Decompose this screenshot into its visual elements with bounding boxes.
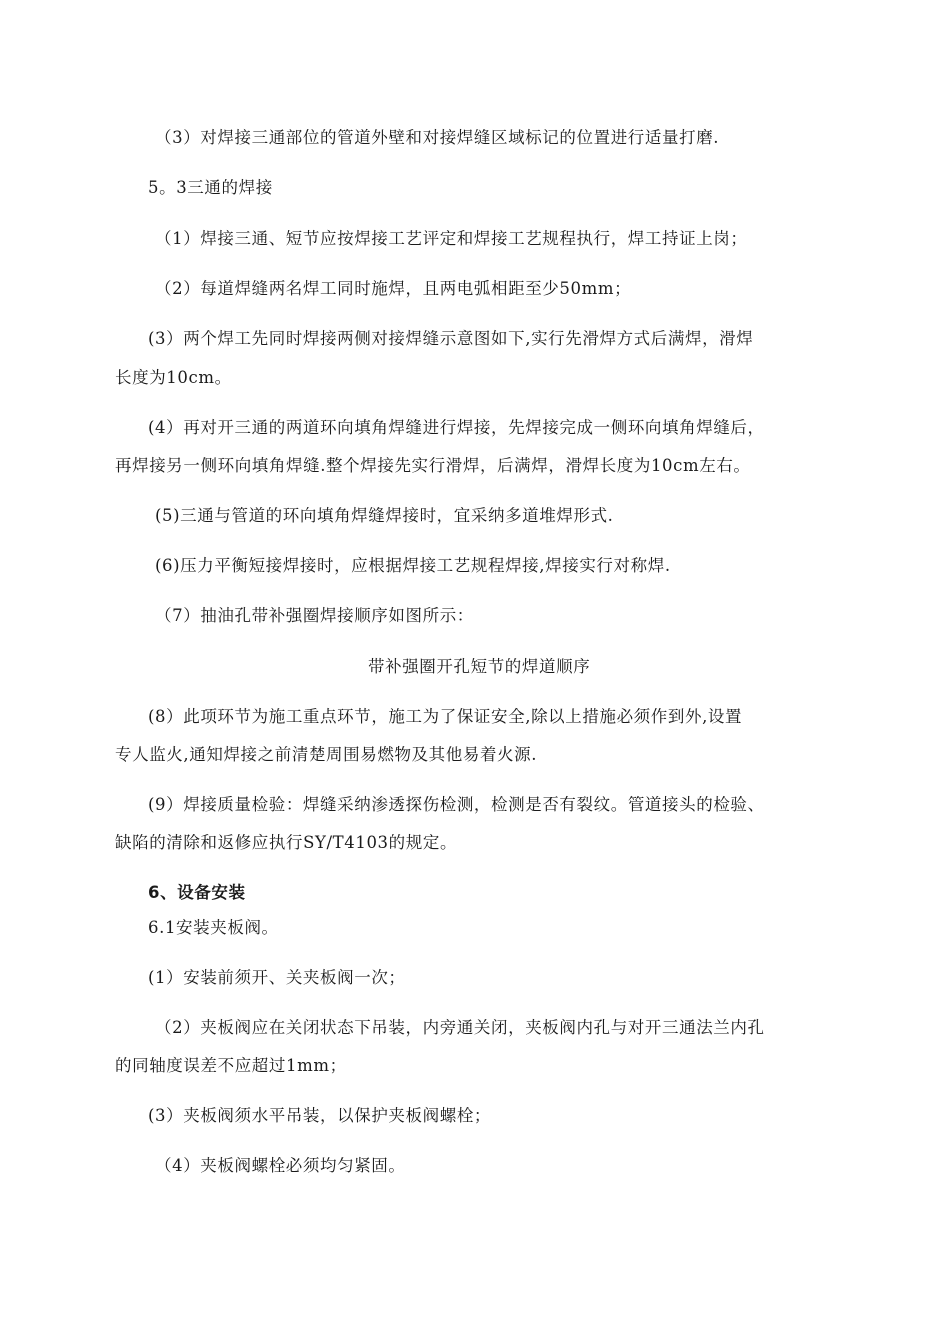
paragraph-install-item-3: (3）夹板阀须水平吊装，以保护夹板阀螺栓； — [148, 1106, 492, 1125]
paragraph-item-4-line-2: 再焊接另一侧环向填角焊缝.整个焊接先实行滑焊，后满焊，滑焊长度为10cm左右。 — [115, 456, 751, 475]
paragraph-install-item-1: (1）安装前须开、关夹板阀一次； — [148, 968, 406, 987]
section-heading-tee-welding: 5。3三通的焊接 — [148, 178, 273, 197]
subsection-heading-clamp-valve: 6.1安装夹板阀。 — [148, 918, 279, 937]
paragraph-item-3-line-1: (3）两个焊工先同时焊接两侧对接焊缝示意图如下,实行先滑焊方式后满焊，滑焊 — [148, 329, 754, 348]
paragraph-item-1: （1）焊接三通、短节应按焊接工艺评定和焊接工艺规程执行，焊工持证上岗； — [155, 229, 748, 248]
paragraph-item-9-line-1: (9）焊接质量检验：焊缝采纳渗透探伤检测，检测是否有裂纹。管道接头的检验、 — [148, 795, 765, 814]
figure-caption: 带补强圈开孔短节的焊道顺序 — [368, 657, 591, 676]
paragraph-item-5: (5)三通与管道的环向填角焊缝焊接时，宜采纳多道堆焊形式. — [155, 506, 614, 525]
paragraph-item-4-line-1: (4）再对开三通的两道环向填角焊缝进行焊接，先焊接完成一侧环向填角焊缝后， — [148, 418, 765, 437]
section-heading-equipment-install: 6、设备安装 — [148, 883, 246, 902]
paragraph-item-7: （7）抽油孔带补强圈焊接顺序如图所示： — [155, 606, 474, 625]
paragraph-item-3-line-2: 长度为10cm。 — [115, 368, 232, 387]
paragraph-grinding: （3）对焊接三通部位的管道外壁和对接焊缝区域标记的位置进行适量打磨. — [155, 128, 720, 147]
paragraph-install-item-2-line-2: 的同轴度误差不应超过1mm； — [115, 1056, 347, 1075]
paragraph-item-9-line-2: 缺陷的清除和返修应执行SY/T4103的规定。 — [115, 833, 458, 852]
paragraph-item-2: （2）每道焊缝两名焊工同时施焊，且两电弧相距至少50mm； — [155, 279, 632, 298]
paragraph-item-8-line-2: 专人监火,通知焊接之前清楚周围易燃物及其他易着火源. — [115, 745, 538, 764]
paragraph-install-item-4: （4）夹板阀螺栓必须均匀紧固。 — [155, 1156, 406, 1175]
paragraph-item-8-line-1: (8）此项环节为施工重点环节，施工为了保证安全,除以上措施必须作到外,设置 — [148, 707, 743, 726]
paragraph-item-6: (6)压力平衡短接焊接时，应根据焊接工艺规程焊接,焊接实行对称焊. — [155, 556, 671, 575]
paragraph-install-item-2-line-1: （2）夹板阀应在关闭状态下吊装，内旁通关闭，夹板阀内孔与对开三通法兰内孔 — [155, 1018, 765, 1037]
